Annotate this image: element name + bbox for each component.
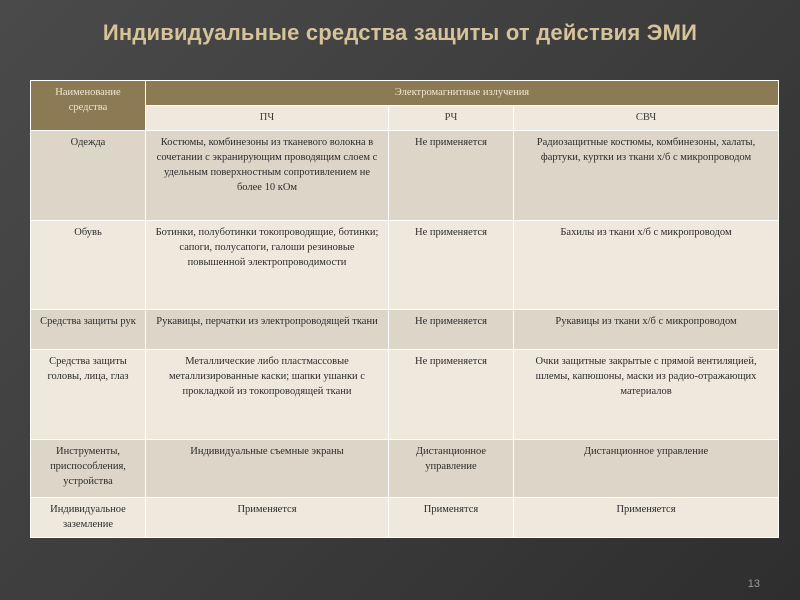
row-pch: Рукавицы, перчатки из электропроводящей ткани bbox=[146, 310, 389, 350]
subheader-svch: СВЧ bbox=[514, 106, 779, 131]
header-group: Электромагнитные излучения bbox=[146, 81, 779, 106]
table-row bbox=[31, 350, 779, 440]
row-rch: Применятся bbox=[389, 498, 514, 538]
table-row bbox=[31, 221, 779, 310]
table-row bbox=[31, 310, 779, 350]
row-name: Индивидуальное заземление bbox=[31, 498, 146, 538]
row-name: Средства защиты рук bbox=[31, 310, 146, 350]
row-rch: Дистанционное управление bbox=[389, 440, 514, 498]
row-svch: Рукавицы из ткани х/б с микропроводом bbox=[514, 310, 779, 350]
row-svch: Бахилы из ткани х/б с микропроводом bbox=[514, 221, 779, 310]
row-rch: Не применяется bbox=[389, 221, 514, 310]
row-svch: Радиозащитные костюмы, комбинезоны, халаты, фартуки, куртки из ткани х/б с микропроводом bbox=[514, 131, 779, 221]
table-row bbox=[31, 131, 779, 221]
row-name: Средства защиты головы, лица, глаз bbox=[31, 350, 146, 440]
row-pch: Ботинки, полуботинки токопроводящие, ботинки; сапоги, полусапоги, галоши резиновые повышенной электропроводимости bbox=[146, 221, 389, 310]
row-svch: Применяется bbox=[514, 498, 779, 538]
row-svch: Дистанционное управление bbox=[514, 440, 779, 498]
row-pch: Индивидуальные съемные экраны bbox=[146, 440, 389, 498]
row-svch: Очки защитные закрытые с прямой вентиляцией, шлемы, капюшоны, маски из радио-отражающих материалов bbox=[514, 350, 779, 440]
protection-table bbox=[30, 80, 779, 538]
table-row bbox=[31, 440, 779, 498]
row-name: Одежда bbox=[31, 131, 146, 221]
subheader-pch: ПЧ bbox=[146, 106, 389, 131]
row-pch: Применяется bbox=[146, 498, 389, 538]
row-pch: Металлические либо пластмассовые металлизированные каски; шапки ушанки с прокладкой из токопроводящей ткани bbox=[146, 350, 389, 440]
header-name: Наименование средства bbox=[31, 81, 146, 131]
row-name: Инструменты, приспособления, устройства bbox=[31, 440, 146, 498]
row-pch: Костюмы, комбинезоны из тканевого волокна в сочетании с экранирующим проводящим слоем с удельным поверхностным сопротивлением не более 10 кОм bbox=[146, 131, 389, 221]
table-row bbox=[31, 498, 779, 538]
row-name: Обувь bbox=[31, 221, 146, 310]
page-number: 13 bbox=[747, 578, 760, 590]
row-rch: Не применяется bbox=[389, 350, 514, 440]
slide-title: Индивидуальные средства защиты от действия ЭМИ bbox=[102, 20, 698, 45]
subheader-rch: РЧ bbox=[389, 106, 514, 131]
row-rch: Не применяется bbox=[389, 131, 514, 221]
row-rch: Не применяется bbox=[389, 310, 514, 350]
